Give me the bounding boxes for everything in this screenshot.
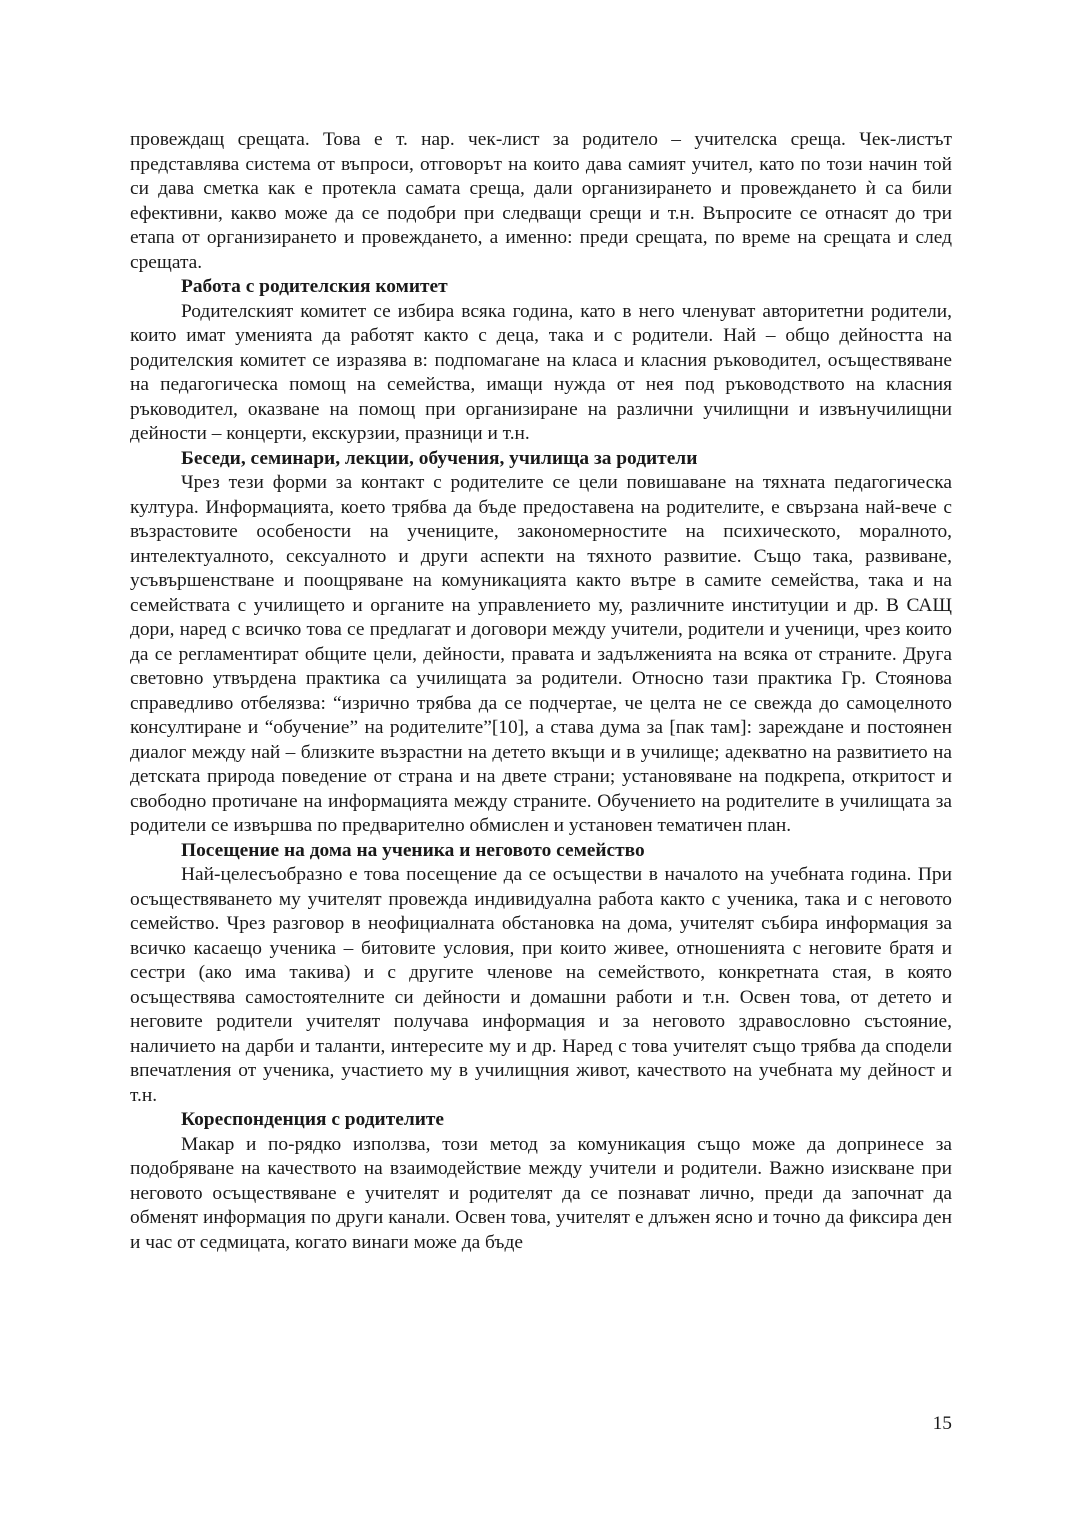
section-paragraph: Родителският комитет се избира всяка година, като в него членуват авторитетни родители, които имат уменията да работят както с деца, така и с родители. Най – общо дейността на родителския комитет се изразява в: подпомагане на класа и класния ръководител, осъществяване на педагогическа помощ на семейства, имащи нужда от нея под ръководството на класния ръководител, оказване на помощ при организиране на различни училищни и извънучилищни дейности – концерти, екскурзии, празници и т.н.: [130, 300, 952, 444]
page-number: 15: [932, 1413, 952, 1434]
section-heading: Посещение на дома на ученика и неговото семейство: [181, 839, 645, 861]
page-body: [130, 128, 952, 1255]
section-paragraph: Чрез тези форми за контакт с родителите се цели повишаване на тяхната педагогическа култура. Информацията, което трябва да бъде предоставена на родителите, е свързана най-вече с възрастовите особености на учениците, закономерностите на психическото, моралното, интелектуалното, сексуалното и други аспекти на тяхното развитие. Също така, развиване, усъвършенстване и поощряване на комуникацията както вътре в самите семейства, така и на семействата с училището и органите на управлението му, различните институции и др. В САЩ дори, наред с всичко това се предлагат и договори между учители, родители и ученици, чрез които да се регламентират общите цели, дейности, правата и задълженията на всяка от страните. Друга световно утвърдена практика са училищата за родители. Относно тази практика Гр. Стоянова справедливо отбелязва: “изрично трябва да се подчертае, че целта не се свежда до самоцелното консултиране и “обучение” на родителите”[10], а става дума за [пак там]: зареждане и постоянен диалог между най – близките възрастни на детето вкъщи и в училище; адекватно на развитието на детската природа поведение от страна и на двете страни; установяване на подкрепа, откритост и свободно протичане на информацията между страните. Обучението на родителите в училищата за родители се извършва по предварително обмислен и установен тематичен план.: [130, 472, 952, 836]
section-paragraph: Най-целесъобразно е това посещение да се осъществи в началото на учебната година. При осъществяването му учителят провежда индивидуална работа както с ученика, така и с неговото семейство. Чрез разговор в неофициалната обстановка на дома, учителят събира информация за всичко касаещо ученика – битовите условия, при които живее, отношенията с неговите братя и сестри (ако има такива) и с другите членове на семейството, конкретната стая, в която осъществява самостоятелните си дейности и домашни работи и т.н. Освен това, от детето и неговите родители учителят получава информация и за неговото здравословно състояние, наличието на дарби и таланти, интересите му и др. Наред с това учителят също трябва да сподели впечатления от ученика, участието му в училищния живот, качеството на учебната му дейност и т.н.: [130, 864, 952, 1106]
opening-paragraph: провеждащ срещата. Това е т. нар. чек-лист за родитело – учителска среща. Чек-листът представлява система от въпроси, отговорът на които дава самият учител, като по този начин той си дава сметка как е протекла самата среща, дали организирането и провеждането ѝ са били ефективни, какво може да се подобри при следващи срещи и т.н. Въпросите се отнасят до три етапа от организирането и провеждането, а именно: преди срещата, по време на срещата и след срещата.: [130, 129, 952, 273]
section-heading: Кореспонденция с родителите: [181, 1109, 445, 1130]
section-correspondence: [130, 1108, 952, 1255]
section-heading: Беседи, семинари, лекции, обучения, училища за родители: [181, 447, 698, 469]
section-heading: Работа с родителския комитет: [181, 276, 448, 297]
section-paragraph: Макар и по-рядко използва, този метод за комуникация също може да допринесе за подобряване на качеството на взаимодействие между учители и родители. Важно изискване при неговото осъществяване е учителят и родителят да се познават лично, преди да започнат да обменят информация по други канали. Освен това, учителят е длъжен ясно и точно да фиксира ден и час от седмицата, когато винаги може да бъде: [130, 1133, 952, 1253]
section-home-visit: [130, 839, 952, 1109]
section-parent-education: [130, 447, 952, 839]
section-parent-committee: [130, 275, 952, 447]
